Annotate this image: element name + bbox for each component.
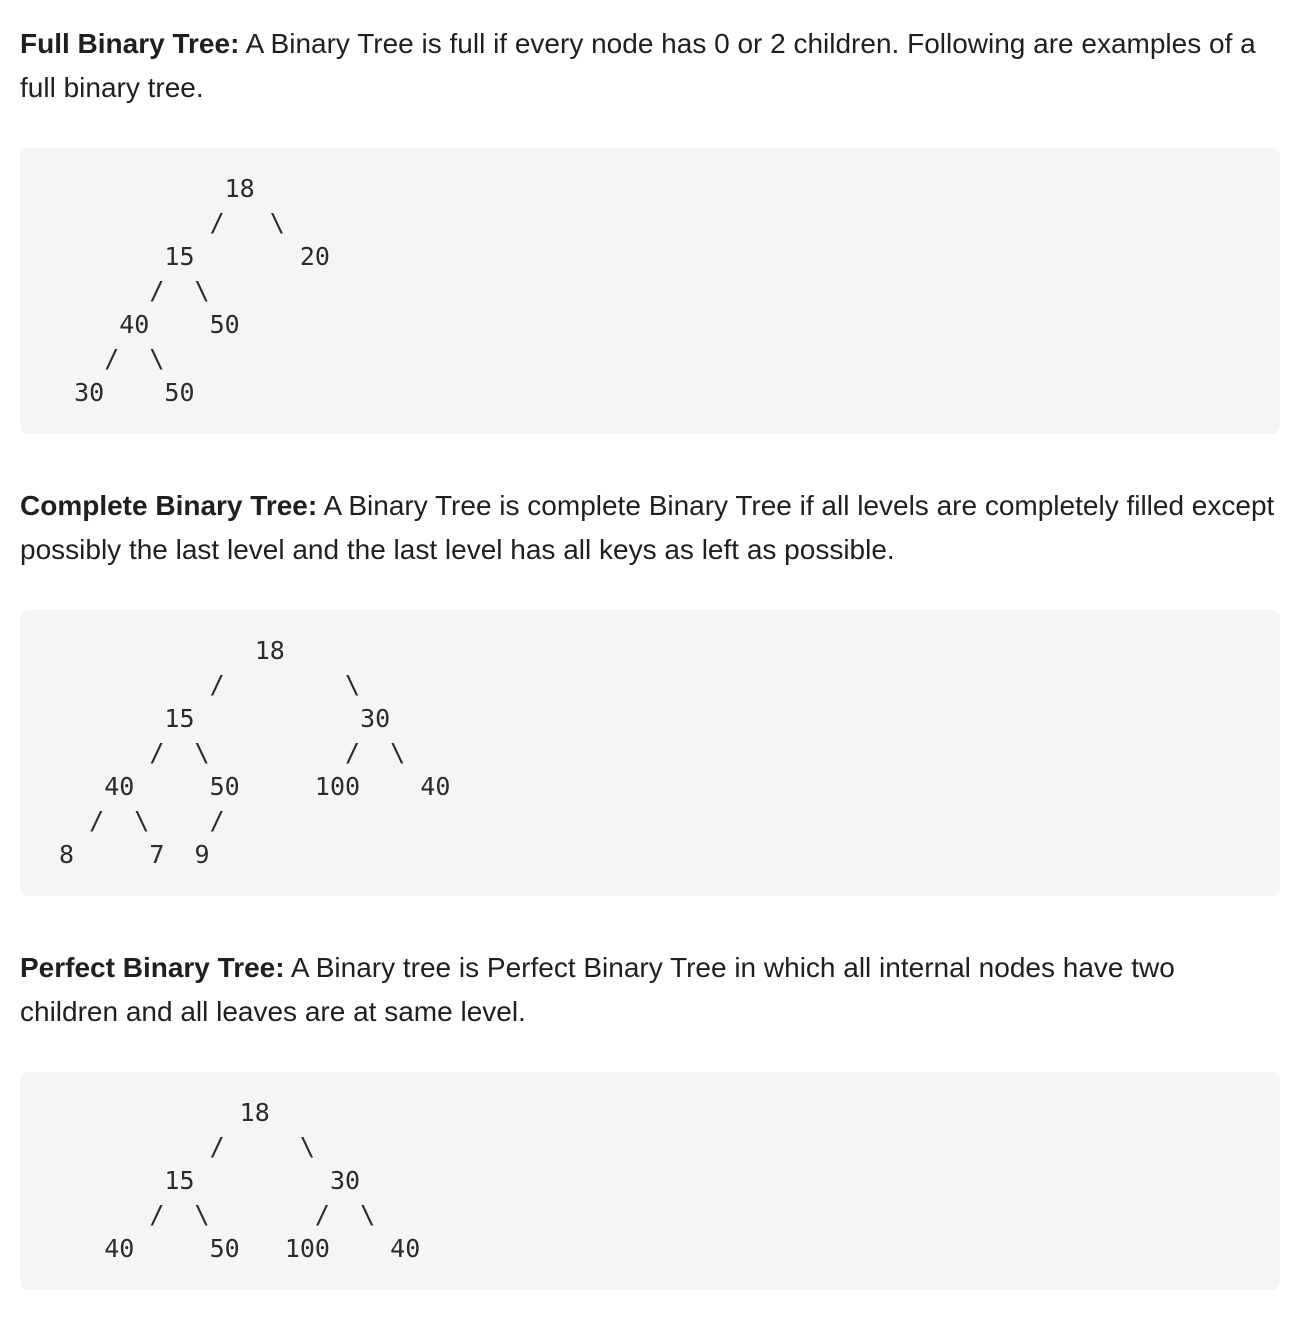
perfect-binary-tree-diagram: 18 / \ 15 30 / \ / \ 40 50 100 40 bbox=[104, 1098, 421, 1263]
full-binary-tree-term: Full Binary Tree: bbox=[20, 28, 240, 59]
perfect-binary-tree-paragraph bbox=[20, 946, 1280, 1034]
complete-binary-tree-paragraph bbox=[20, 484, 1280, 572]
full-binary-tree-definition: A Binary Tree is full if every node has 0 or 2 children. Following are examples of a full binary tree. bbox=[20, 28, 1256, 103]
perfect-binary-tree-definition: A Binary tree is Perfect Binary Tree in which all internal nodes have two children and all leaves are at same level. bbox=[20, 952, 1175, 1027]
full-binary-tree-paragraph bbox=[20, 22, 1280, 110]
complete-binary-tree-code-block bbox=[20, 610, 1280, 896]
perfect-binary-tree-code-block bbox=[20, 1072, 1280, 1290]
complete-binary-tree-diagram: 18 / \ 15 30 / \ / \ 40 50 100 40 / \ / 8 7 9 bbox=[59, 636, 451, 869]
complete-binary-tree-term: Complete Binary Tree: bbox=[20, 490, 318, 521]
full-binary-tree-code-block bbox=[20, 148, 1280, 434]
complete-binary-tree-definition: A Binary Tree is complete Binary Tree if all levels are completely filled except possibly the last level and the last level has all keys as left as possible. bbox=[20, 490, 1275, 565]
full-binary-tree-diagram: 18 / \ 15 20 / \ 40 50 / \ 30 50 bbox=[74, 174, 330, 407]
perfect-binary-tree-term: Perfect Binary Tree: bbox=[20, 952, 285, 983]
article-content bbox=[20, 22, 1280, 1340]
